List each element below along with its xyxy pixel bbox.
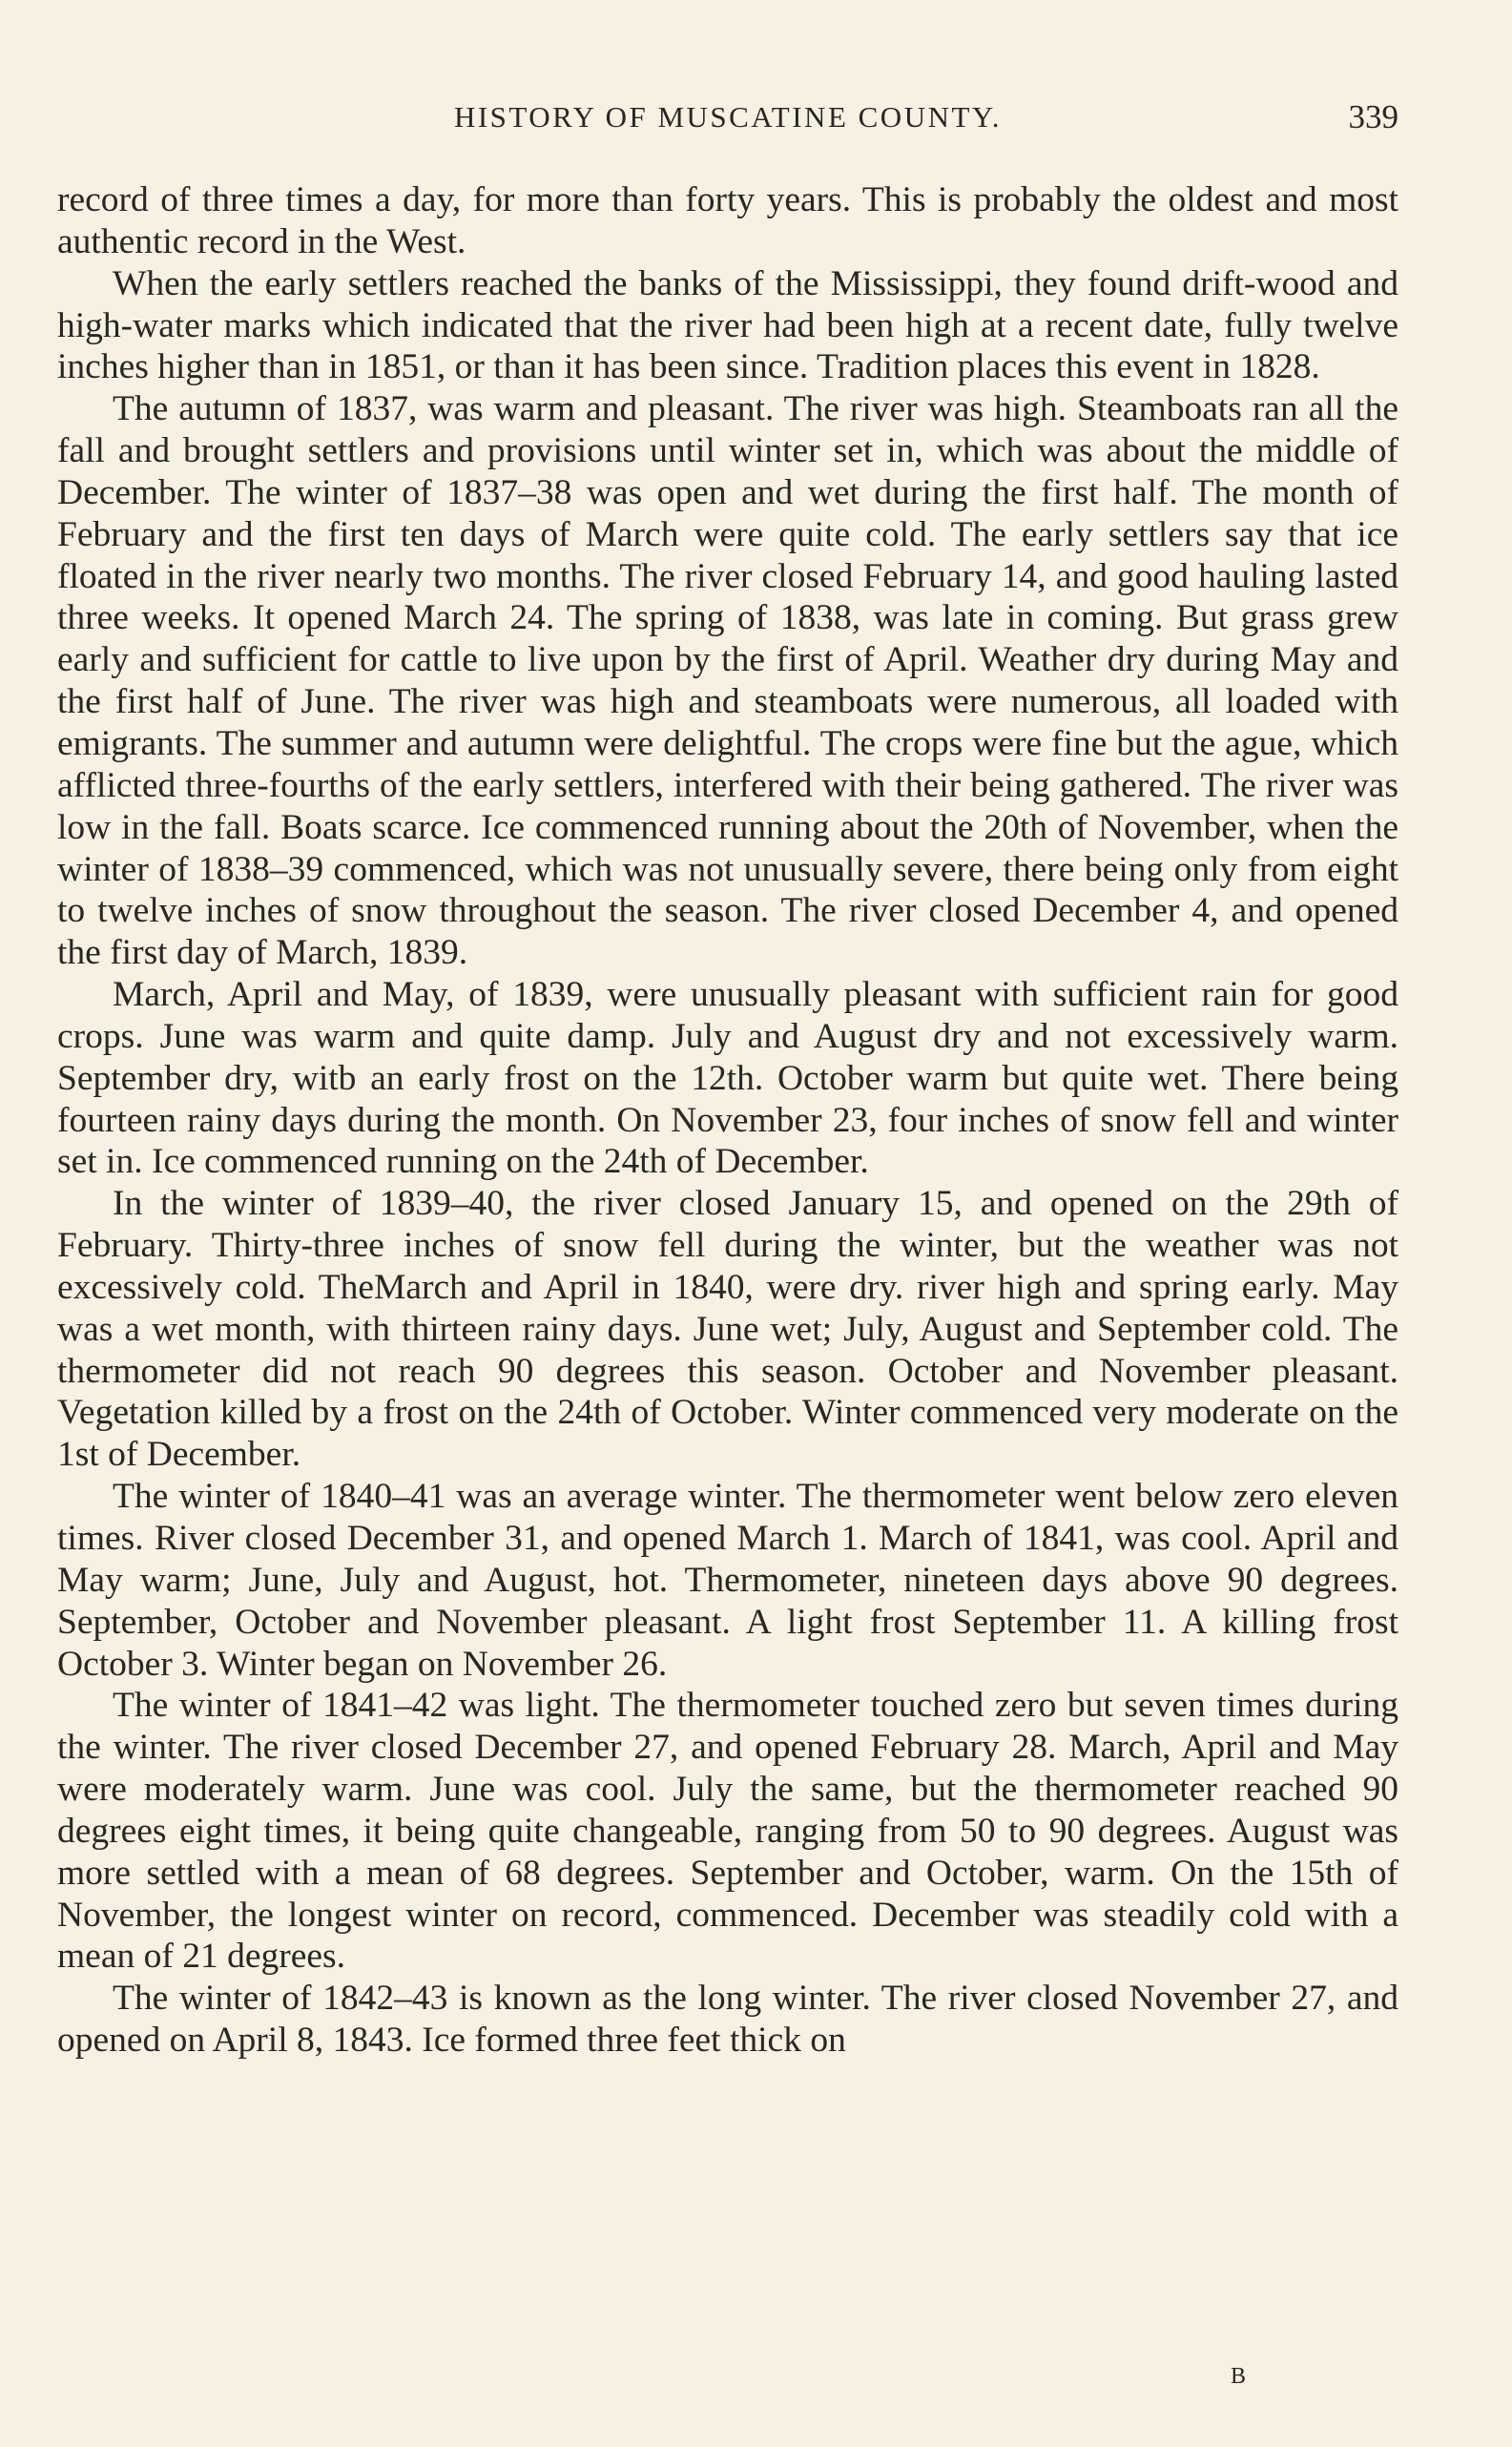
paragraph: The winter of 1840–41 was an average winter. The thermometer went below zero eleven times. River closed December 31, and opened March 1. March of 1841, was cool. April and May warm; June, July and August, hot. Thermometer, nineteen days above 90 degrees. September, October and November pleasant. A light frost September 11. A killing frost October 3. Winter began on November 26. [57, 1477, 1398, 1684]
paragraph-continued: record of three times a day, for more than forty years. This is probably the oldest and most authentic record in the West. [57, 180, 1398, 261]
text-body [57, 179, 1398, 2062]
paragraph: When the early settlers reached the banks of the Mississippi, they found drift-wood and high-water marks which indicated that the river had been high at a recent date, fully twelve inches higher than in 1851, or than it has been since. Tradition places this event in 1828. [57, 263, 1398, 387]
running-title: HISTORY OF MUSCATINE COUNTY. [453, 100, 1003, 134]
paragraph: The winter of 1841–42 was light. The thermometer touched zero but seven times during the winter. The river closed December 27, and opened February 28. March, April and May were moderately warm. June was cool. July the same, but the thermometer reached 90 degrees eight times, it being quite changeable, ranging from 50 to 90 degrees. August was more settled with a mean of 68 degrees. September and October, warm. On the 15th of November, the longest winter on record, commenced. December was steadily cold with a mean of 21 degrees. [57, 1686, 1398, 1977]
running-head [57, 93, 1398, 141]
paragraph: The winter of 1842–43 is known as the long winter. The river closed November 27, and opened on April 8, 1843. Ice formed three feet thick on [57, 1979, 1398, 2061]
paragraph: March, April and May, of 1839, were unusually pleasant with sufficient rain for good crops. June was warm and quite damp. July and August dry and not excessively warm. September dry, witb an early frost on the 12th. October warm but quite wet. There being fourteen rainy days during the month. On November 23, four inches of snow fell and winter set in. Ice commenced running on the 24th of December. [57, 975, 1398, 1182]
page-number: 339 [1348, 98, 1398, 135]
paragraph: The autumn of 1837, was warm and pleasant. The river was high. Steamboats ran all the fall and brought settlers and provisions until winter set in, which was about the middle of December. The winter of 1837–38 was open and wet during the first half. The month of February and the first ten days of March were quite cold. The early settlers say that ice floated in the river nearly two months. The river closed February 14, and good hauling lasted three weeks. It opened March 24. The spring of 1838, was late in coming. But grass grew early and sufficient for cattle to live upon by the first of April. Weather dry during May and the first half of June. The river was high and steamboats were numerous, all loaded with emigrants. The summer and autumn were delightful. The crops were fine but the ague, which afflicted three-fourths of the early settlers, interfered with their being gathered. The river was low in the fall. Boats scarce. Ice commenced running about the 20th of November, when the winter of 1838–39 commenced, which was not unusually severe, there being only from eight to twelve inches of snow throughout the season. The river closed December 4, and opened the first day of March, 1839. [57, 389, 1398, 973]
signature-mark: B [1231, 2364, 1248, 2389]
paragraph: In the winter of 1839–40, the river closed January 15, and opened on the 29th of February. Thirty-three inches of snow fell during the winter, but the weather was not excessively cold. TheMarch and April in 1840, were dry. river high and spring early. May was a wet month, with thirteen rainy days. June wet; July, August and September cold. The thermometer did not reach 90 degrees this season. October and November pleasant. Vegetation killed by a frost on the 24th of October. Winter commenced very moderate on the 1st of December. [57, 1184, 1398, 1475]
